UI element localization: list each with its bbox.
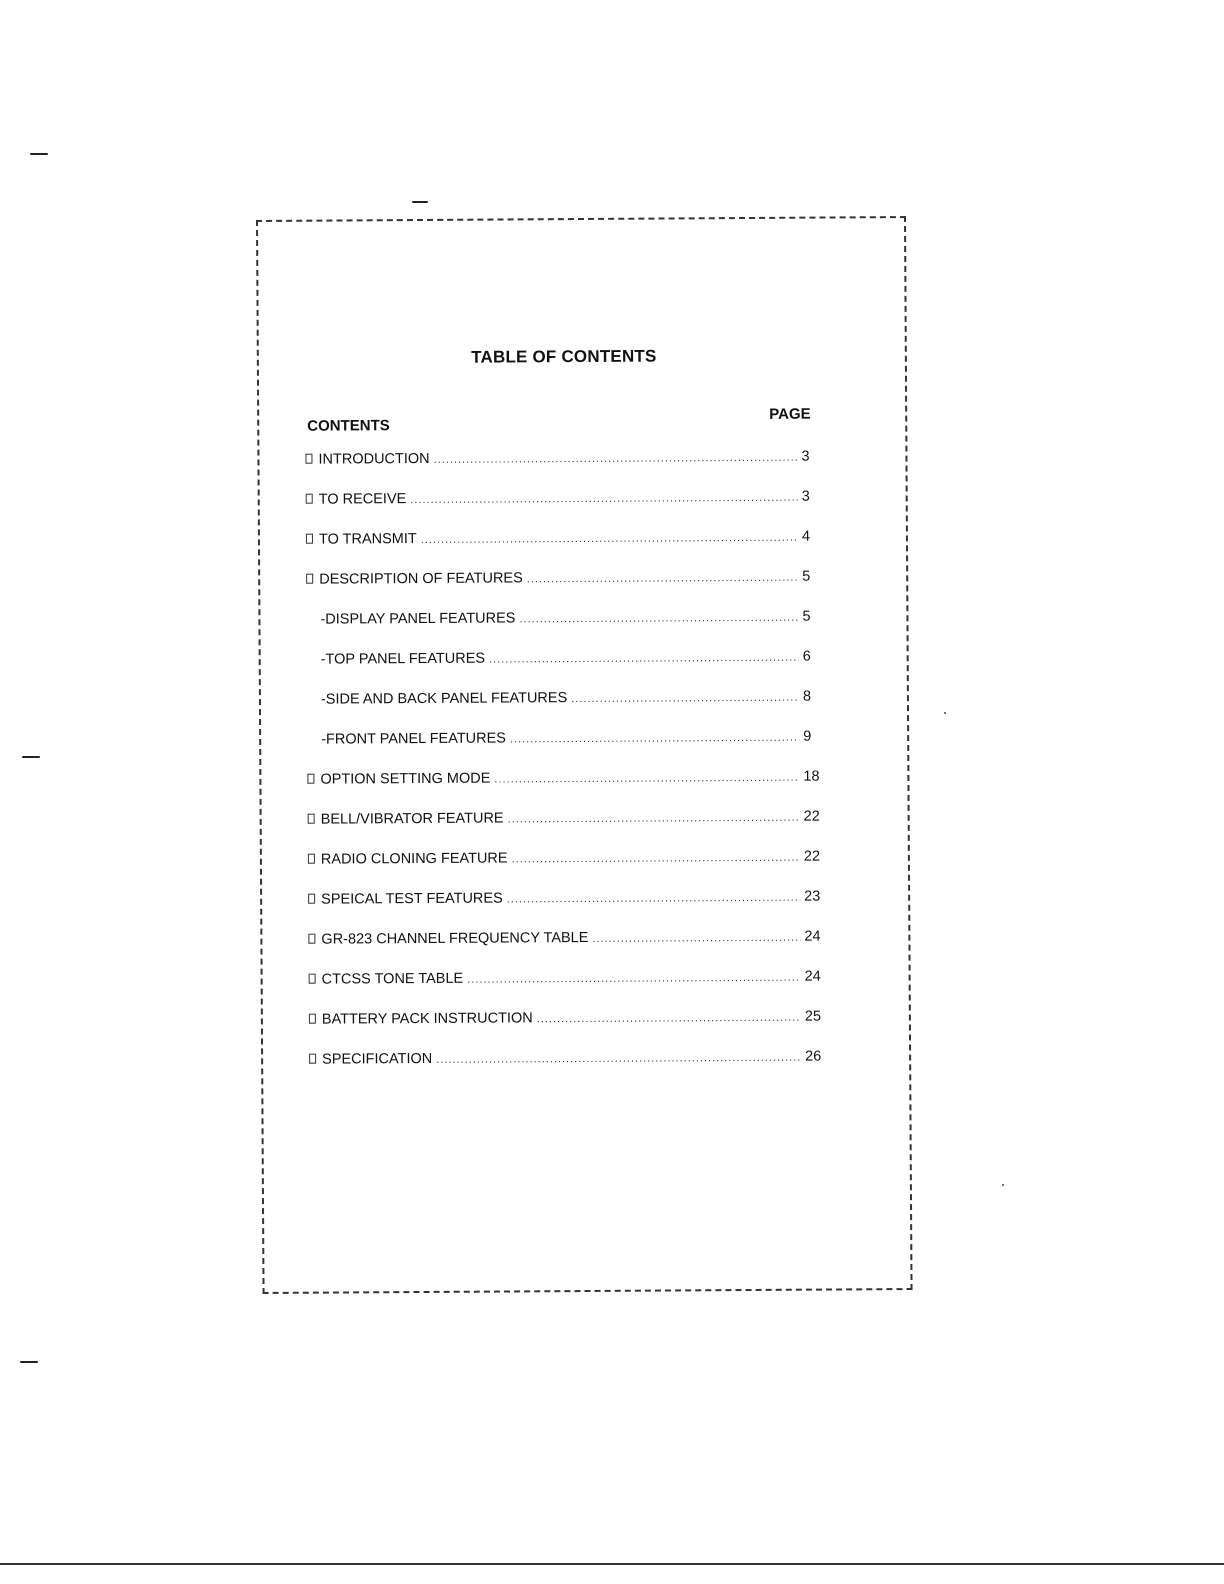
toc-entry-label: -SIDE AND BACK PANEL FEATURES bbox=[320, 690, 568, 708]
toc-entry-introduction bbox=[305, 449, 825, 492]
toc-entry-page: 9 bbox=[803, 728, 812, 745]
toc-list bbox=[305, 449, 829, 1092]
toc-entry-page: 3 bbox=[801, 448, 810, 465]
toc-entry-label: SPEICAL TEST FEATURES bbox=[321, 890, 503, 908]
checkbox-bullet-icon bbox=[306, 494, 313, 504]
dot-leader bbox=[571, 692, 799, 705]
toc-entry-page: 3 bbox=[801, 488, 810, 505]
toc-frame bbox=[256, 216, 913, 1294]
scan-mark-above-frame bbox=[412, 201, 428, 203]
toc-entry-page: 18 bbox=[803, 768, 820, 785]
dot-leader bbox=[510, 732, 799, 746]
toc-entry-label: INTRODUCTION bbox=[318, 450, 430, 468]
toc-entry-page: 5 bbox=[802, 608, 811, 625]
toc-entry-description-of-features bbox=[306, 569, 826, 612]
scan-bottom-rule bbox=[0, 1563, 1224, 1565]
checkbox-bullet-icon bbox=[306, 534, 313, 544]
toc-entry-page: 4 bbox=[801, 528, 811, 545]
dot-leader bbox=[519, 612, 798, 626]
toc-entry-label: BELL/VIBRATOR FEATURE bbox=[320, 810, 504, 828]
toc-entry-page: 5 bbox=[802, 568, 811, 585]
toc-entry-ctcss-tone-table bbox=[309, 969, 829, 1012]
toc-entry-label: DESCRIPTION OF FEATURES bbox=[319, 570, 523, 588]
checkbox-bullet-icon bbox=[309, 1014, 316, 1024]
toc-entry-page: 6 bbox=[802, 648, 811, 665]
toc-entry-side-and-back-panel-features bbox=[307, 689, 827, 732]
dot-leader bbox=[467, 972, 801, 986]
checkbox-bullet-icon bbox=[308, 894, 315, 904]
checkbox-bullet-icon bbox=[308, 934, 315, 944]
scan-speck-right-2 bbox=[1002, 1184, 1004, 1186]
dot-leader bbox=[494, 772, 799, 786]
checkbox-bullet-icon bbox=[306, 574, 313, 584]
toc-entry-label: RADIO CLONING FEATURE bbox=[320, 850, 508, 868]
toc-entry-to-transmit bbox=[306, 529, 826, 572]
toc-entry-option-setting-mode bbox=[307, 769, 827, 812]
page-column-header: PAGE bbox=[769, 405, 811, 423]
toc-entry-display-panel-features bbox=[306, 609, 826, 652]
checkbox-bullet-icon bbox=[309, 1054, 316, 1064]
toc-entry-label: OPTION SETTING MODE bbox=[320, 770, 491, 788]
dot-leader bbox=[410, 492, 798, 506]
checkbox-bullet-icon bbox=[308, 854, 315, 864]
toc-entry-label: CTCSS TONE TABLE bbox=[321, 970, 464, 988]
toc-entry-label: -DISPLAY PANEL FEATURES bbox=[320, 610, 516, 628]
scan-speck-right-1 bbox=[944, 712, 946, 714]
scan-mark-mid-left bbox=[22, 756, 40, 758]
dot-leader bbox=[507, 892, 800, 906]
toc-entry-page: 24 bbox=[804, 928, 821, 945]
toc-entry-label: SPECIFICATION bbox=[322, 1050, 433, 1068]
toc-entry-page: 22 bbox=[803, 808, 820, 825]
toc-entry-label: TO RECEIVE bbox=[318, 491, 407, 508]
dot-leader bbox=[489, 652, 799, 666]
toc-entry-page: 24 bbox=[804, 968, 821, 985]
toc-entry-page: 25 bbox=[804, 1008, 822, 1025]
toc-entry-label: -FRONT PANEL FEATURES bbox=[321, 730, 506, 748]
dot-leader bbox=[537, 1012, 801, 1026]
dot-leader bbox=[436, 1052, 801, 1066]
dot-leader bbox=[508, 812, 800, 826]
toc-entry-channel-frequency-table bbox=[308, 929, 828, 972]
checkbox-bullet-icon bbox=[309, 974, 316, 984]
toc-entry-special-test-features bbox=[308, 889, 828, 932]
toc-entry-bell-vibrator-feature bbox=[308, 809, 828, 852]
scan-mark-top-left bbox=[30, 153, 48, 155]
toc-entry-label: BATTERY PACK INSTRUCTION bbox=[321, 1010, 533, 1028]
toc-entry-page: 22 bbox=[803, 848, 821, 865]
contents-column-header: CONTENTS bbox=[307, 417, 390, 435]
toc-entry-radio-cloning-feature bbox=[308, 849, 828, 892]
checkbox-bullet-icon bbox=[307, 774, 314, 784]
toc-entry-to-receive bbox=[306, 489, 826, 532]
toc-entry-page: 26 bbox=[805, 1048, 822, 1065]
page-title: TABLE OF CONTENTS bbox=[471, 346, 657, 367]
dot-leader bbox=[512, 852, 800, 866]
toc-entry-specification bbox=[309, 1049, 829, 1092]
toc-entry-battery-pack-instruction bbox=[309, 1009, 829, 1052]
toc-entry-front-panel-features bbox=[307, 729, 827, 772]
scan-mark-low-left bbox=[20, 1361, 38, 1363]
dot-leader bbox=[592, 932, 800, 945]
checkbox-bullet-icon bbox=[308, 814, 315, 824]
toc-entry-page: 23 bbox=[804, 888, 821, 905]
toc-entry-top-panel-features bbox=[307, 649, 827, 692]
toc-entry-label: -TOP PANEL FEATURES bbox=[320, 650, 486, 668]
dot-leader bbox=[527, 572, 799, 586]
dot-leader bbox=[421, 532, 798, 546]
dot-leader bbox=[434, 452, 798, 466]
toc-entry-label: TO TRANSMIT bbox=[318, 531, 417, 548]
toc-entry-label: GR-823 CHANNEL FREQUENCY TABLE bbox=[321, 929, 589, 948]
checkbox-bullet-icon bbox=[305, 454, 312, 464]
toc-entry-page: 8 bbox=[802, 688, 812, 705]
